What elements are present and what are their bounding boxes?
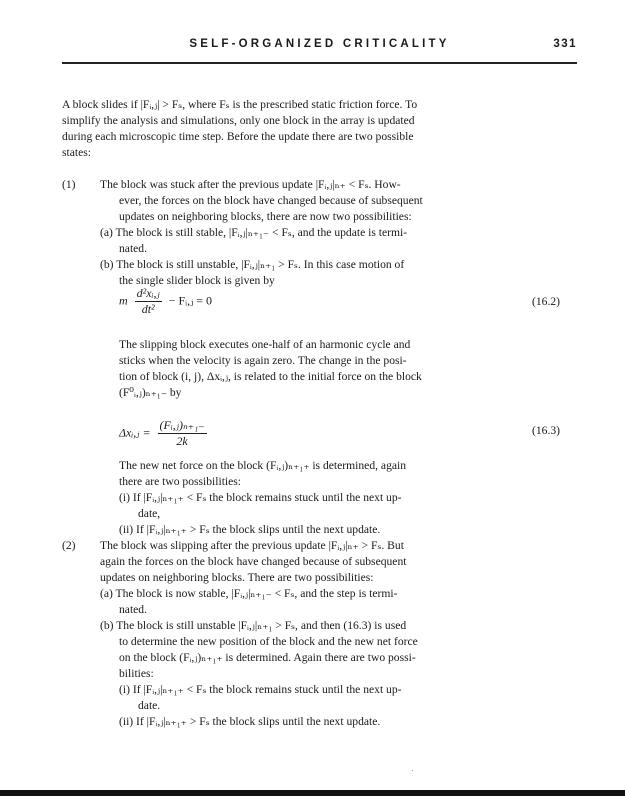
equation-number-16-2: (16.2) — [532, 295, 561, 308]
case-2-line: again the forces on the block have changed because of subsequent — [100, 555, 407, 568]
page-number: 331 — [553, 38, 577, 50]
eq-16-2-numerator: d²xᵢ,ⱼ — [136, 286, 160, 300]
case-2b-line: to determine the new position of the block and the new net force — [119, 635, 418, 648]
equation-16-3 — [119, 418, 207, 449]
case-1-ii-line: (ii) If |Fᵢ,ⱼ|ₙ₊₁₊ > Fₛ the block slips until the next update. — [119, 523, 381, 536]
case-2-label: (2) — [62, 539, 76, 552]
slip-para-line: tion of block (i, j), Δxᵢ,ⱼ, is related to the initial force on the block — [119, 370, 422, 383]
slip-para-line: (F⁰ᵢ,ⱼ)ₙ₊₁₋ by — [119, 386, 182, 399]
case-1b-line: the single slider block is given by — [119, 274, 275, 287]
scan-speck — [412, 770, 413, 771]
case-2-i-line: (i) If |Fᵢ,ⱼ|ₙ₊₁₊ < Fₛ the block remains stuck until the next up- — [119, 683, 402, 696]
chapter-title: SELF-ORGANIZED CRITICALITY — [189, 38, 450, 50]
equation-16-2 — [119, 286, 212, 317]
case-1-line: ever, the forces on the block have changed because of subsequent — [119, 194, 423, 207]
intro-line: simplify the analysis and simulations, only one block in the array is updated — [62, 114, 415, 127]
case-2a-line: nated. — [119, 603, 148, 616]
case-2-i-line: date. — [138, 699, 161, 712]
case-1-i-line: (i) If |Fᵢ,ⱼ|ₙ₊₁₊ < Fₛ the block remains stuck until the next up- — [119, 491, 402, 504]
eq-16-2-mass: m — [119, 293, 128, 308]
case-2a-line: (a) The block is now stable, |Fᵢ,ⱼ|ₙ₊₁₋ < Fₛ, and the step is termi- — [100, 587, 398, 600]
case-1-line: The block was stuck after the previous update |Fᵢ,ⱼ|ₙ₊ < Fₛ. How- — [100, 178, 401, 191]
slip-para-line: The slipping block executes one-half of an harmonic cycle and — [119, 338, 411, 351]
intro-line: A block slides if |Fᵢ,ⱼ| > Fₛ, where Fₛ is the prescribed static friction force. To — [62, 98, 418, 111]
running-header — [62, 38, 577, 58]
scan-bottom-edge — [0, 790, 625, 796]
eq-16-3-denominator: 2k — [176, 434, 188, 448]
case-2-line: The block was slipping after the previous update |Fᵢ,ⱼ|ₙ₊ > Fₛ. But — [100, 539, 404, 552]
case-1b-line: (b) The block is still unstable, |Fᵢ,ⱼ|ₙ₊₁ > Fₛ. In this case motion of — [100, 258, 405, 271]
slip-para-line: sticks when the velocity is again zero. The change in the posi- — [119, 354, 407, 367]
net-para-line: The new net force on the block (Fᵢ,ⱼ)ₙ₊₁₊ is determined, again — [119, 459, 407, 472]
eq-16-2-rest: − Fᵢ,ⱼ = 0 — [168, 293, 213, 308]
case-2b-line: on the block (Fᵢ,ⱼ)ₙ₊₁₊ is determined. Again there are two possi- — [119, 651, 416, 664]
case-2-line: updates on neighboring blocks. There are two possibilities: — [100, 571, 374, 584]
case-1a-line: (a) The block is still stable, |Fᵢ,ⱼ|ₙ₊₁₋ < Fₛ, and the update is termi- — [100, 226, 408, 239]
case-1a-line: nated. — [119, 242, 148, 255]
intro-line: states: — [62, 146, 91, 159]
intro-line: during each microscopic time step. Before the update there are two possible — [62, 130, 414, 143]
eq-16-3-lhs: Δxᵢ,ⱼ = — [119, 425, 151, 440]
case-2-ii-line: (ii) If |Fᵢ,ⱼ|ₙ₊₁₊ > Fₛ the block slips until the next update. — [119, 715, 381, 728]
case-1-i-line: date, — [138, 507, 161, 520]
eq-16-2-denominator: dt² — [141, 302, 155, 316]
case-2b-line: (b) The block is still unstable |Fᵢ,ⱼ|ₙ₊₁ > Fₛ, and then (16.3) is used — [100, 619, 407, 632]
equation-number-16-3: (16.3) — [532, 424, 561, 437]
case-2b-line: bilities: — [119, 667, 154, 680]
eq-16-3-numerator: (Fᵢ,ⱼ)ₙ₊₁₋ — [159, 418, 205, 432]
net-para-line: there are two possibilities: — [119, 475, 242, 488]
header-rule — [62, 62, 577, 64]
case-1-line: updates on neighboring blocks, there are now two possibilities: — [119, 210, 412, 223]
case-1-label: (1) — [62, 178, 76, 191]
